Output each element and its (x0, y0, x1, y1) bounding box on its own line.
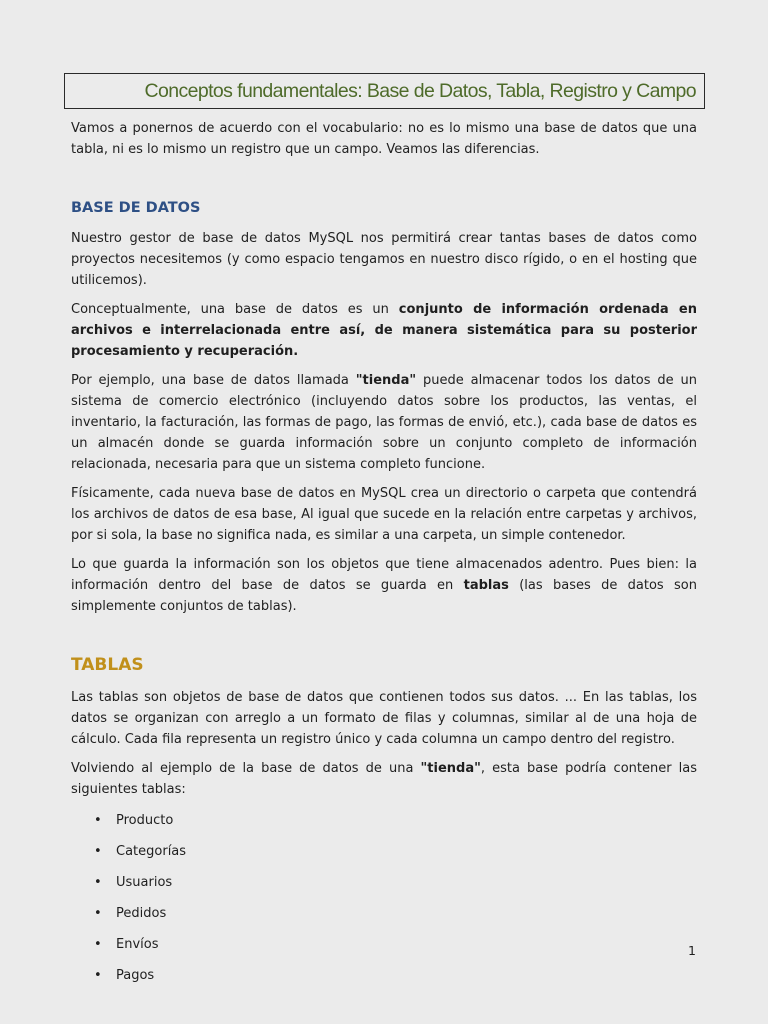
document-body (71, 118, 697, 996)
list-item (94, 810, 697, 831)
list-item-label: Producto (116, 813, 174, 828)
base-p2-bold: conjunto de información ordenada en archivos e interrelacionada entre así, de manera sistemática para su posterior procesamiento y recuperación. (71, 302, 697, 359)
tablas-p2-text-a: Volviendo al ejemplo de la base de datos de una (71, 761, 421, 776)
page-number: 1 (688, 943, 696, 958)
heading-base-de-datos: BASE DE DATOS (71, 200, 201, 216)
bullet-icon: • (94, 813, 102, 828)
list-item (94, 841, 697, 862)
base-paragraph-3 (71, 370, 697, 475)
list-item-label: Usuarios (116, 875, 173, 890)
document-title: Conceptos fundamentales: Base de Datos, Tabla, Registro y Campo (144, 80, 696, 102)
heading-tablas: TABLAS (71, 655, 144, 675)
base-p3-text-a: Por ejemplo, una base de datos llamada (71, 373, 356, 388)
list-item-label: Pedidos (116, 906, 167, 921)
bullet-icon: • (94, 968, 102, 983)
base-p5-text-a: Lo que guarda la información son los objetos que tiene almacenados adentro. Pues bien: la información dentro del base de datos se guarda en (71, 557, 697, 593)
bullet-icon: • (94, 844, 102, 859)
list-item-label: Envíos (116, 937, 159, 952)
bullet-icon: • (94, 875, 102, 890)
base-paragraph-5 (71, 554, 697, 617)
tablas-paragraph-2 (71, 758, 697, 800)
list-item (94, 903, 697, 924)
base-p5-bold: tablas (463, 578, 509, 593)
title-box (64, 73, 705, 109)
bullet-icon: • (94, 906, 102, 921)
base-paragraph-2 (71, 299, 697, 362)
base-p5-text-b: (las bases de datos son simplemente conjuntos de tablas). (71, 578, 697, 614)
tables-list (71, 810, 697, 986)
list-item-label: Categorías (116, 844, 187, 859)
base-paragraph-1: Nuestro gestor de base de datos MySQL nos permitirá crear tantas bases de datos como proyectos necesitemos (y como espacio tengamos en nuestro disco rígido, o en el hosting que utilicemos). (71, 231, 697, 288)
tablas-p2-bold: "tienda" (420, 761, 481, 776)
base-p2-text: Conceptualmente, una base de datos es un (71, 302, 399, 317)
intro-paragraph: Vamos a ponernos de acuerdo con el vocabulario: no es lo mismo una base de datos que una tabla, ni es lo mismo un registro que un campo. Veamos las diferencias. (71, 121, 697, 157)
base-paragraph-4: Físicamente, cada nueva base de datos en MySQL crea un directorio o carpeta que contendrá los archivos de datos de esa base, Al igual que sucede en la relación entre carpetas y archivos, por si sola, la base no significa nada, es similar a una carpeta, un simple contenedor. (71, 486, 697, 543)
base-p3-text-b: puede almacenar todos los datos de un sistema de comercio electrónico (incluyendo datos sobre los productos, las ventas, el inventario, la facturación, las formas de pago, las formas de envió, etc.), cada base de datos es un almacén donde se guarda información sobre un conjunto completo de información relacionada, necesaria para que un sistema completo funcione. (71, 373, 697, 472)
list-item (94, 965, 697, 986)
list-item-label: Pagos (116, 968, 155, 983)
bullet-icon: • (94, 937, 102, 952)
tablas-p2-text-b: , esta base podría contener las siguientes tablas: (71, 761, 697, 797)
list-item (94, 872, 697, 893)
list-item (94, 934, 697, 955)
base-p3-bold: "tienda" (355, 373, 417, 388)
tablas-paragraph-1: Las tablas son objetos de base de datos que contienen todos sus datos. ... En las tablas, los datos se organizan con arreglo a un formato de filas y columnas, similar al de una hoja de cálculo. Cada fila representa un registro único y cada columna un campo dentro del registro. (71, 690, 697, 747)
